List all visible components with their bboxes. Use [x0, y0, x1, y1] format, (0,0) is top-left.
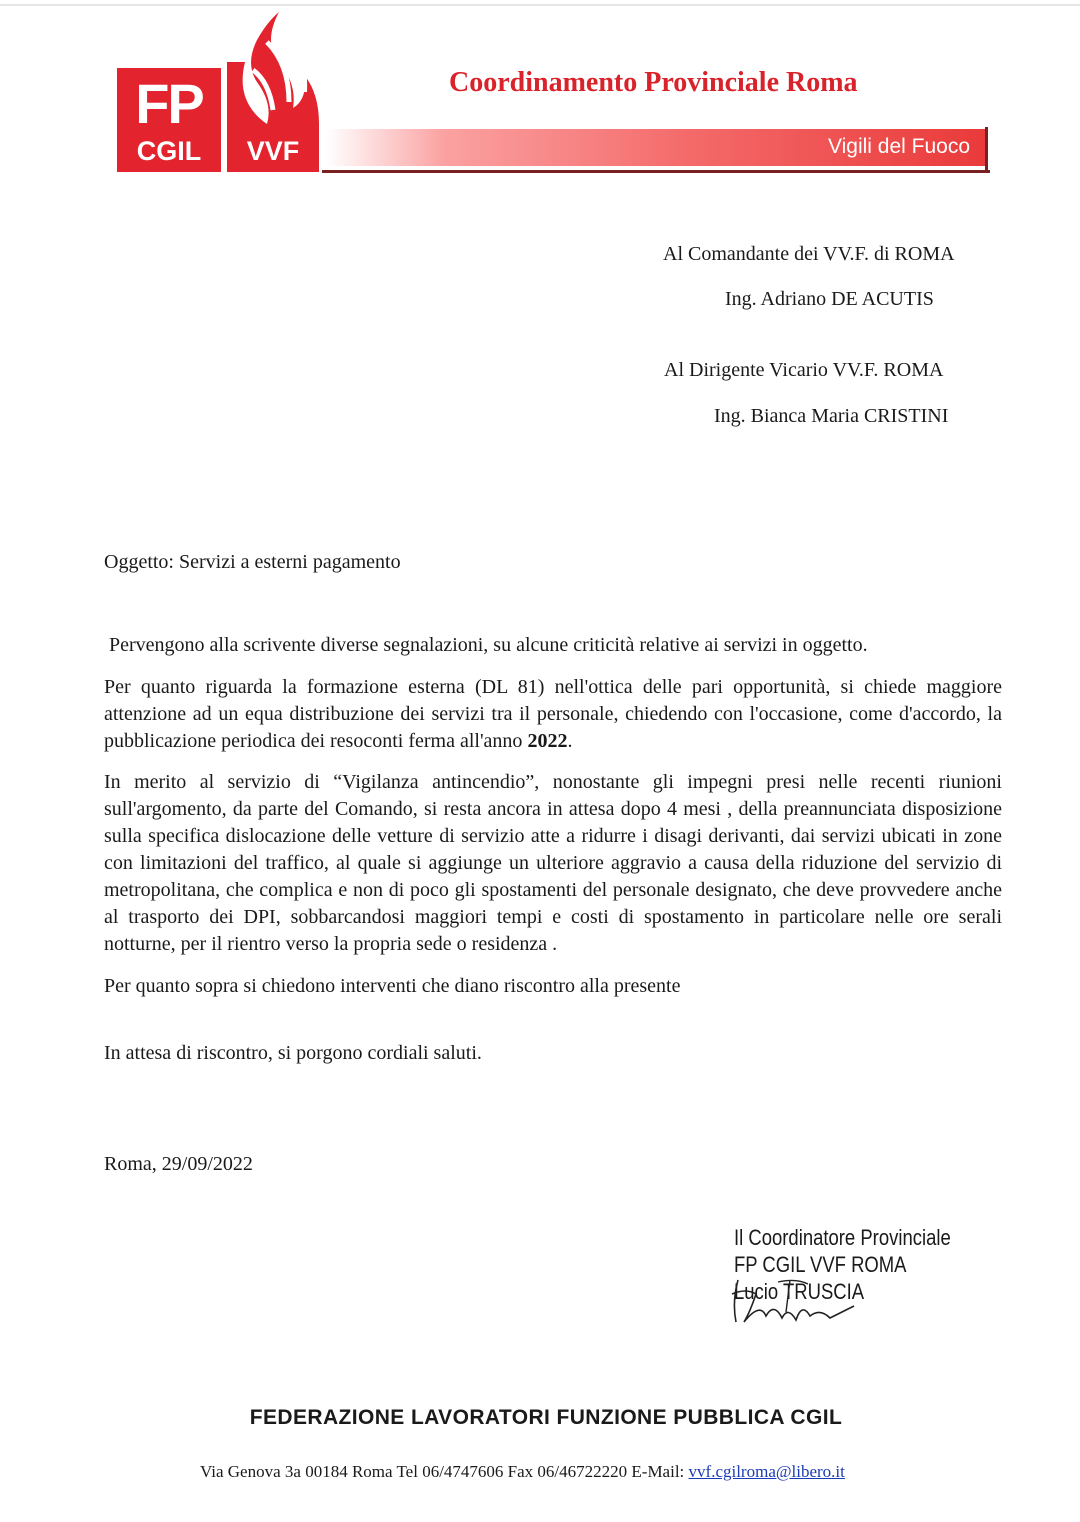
recipient-1-name: Ing. Adriano DE ACUTIS: [725, 288, 934, 310]
place-date: Roma, 29/09/2022: [104, 1153, 253, 1175]
fp-cgil-logo: [117, 68, 221, 172]
paragraph-1: Pervengono alla scrivente diverse segnalazioni, su alcune criticità relative ai servizi in oggetto.: [109, 634, 868, 656]
recipient-2-name: Ing. Bianca Maria CRISTINI: [714, 405, 949, 427]
header-subtitle: Vigili del Fuoco: [827, 135, 970, 158]
header-banner-underline: [322, 170, 990, 173]
logo-cgil-text: CGIL: [136, 136, 202, 166]
header-banner-edge: [985, 127, 988, 171]
signature-org: FP CGIL VVF ROMA: [734, 1252, 907, 1277]
paragraph-4: Per quanto sopra si chiedono interventi che diano riscontro alla presente: [104, 975, 681, 997]
signature-role: Il Coordinatore Provinciale: [734, 1225, 951, 1250]
logo-vvf-text: VVF: [246, 136, 300, 166]
paragraph-2-text: Per quanto riguarda la formazione esterna (DL 81) nell'ottica delle pari opportunità, si chiede maggiore attenzione ad un equa distribuzione dei servizi tra il personale, chiedendo con l'occasione, come d'accordo, la pubblicazione periodica dei resoconti ferma all'anno: [104, 676, 1002, 752]
footer-email-link[interactable]: vvf.cgilroma@libero.it: [688, 1462, 845, 1481]
logo-fp-text: FP: [135, 72, 203, 135]
footer-address-text: Via Genova 3a 00184 Roma Tel 06/4747606 Fax 06/46722220 E-Mail:: [200, 1462, 689, 1481]
recipient-2-title: Al Dirigente Vicario VV.F. ROMA: [664, 359, 944, 381]
vvf-flame-logo: [227, 12, 319, 172]
closing-line: In attesa di riscontro, si porgono cordiali saluti.: [104, 1042, 482, 1064]
top-border: [0, 4, 1080, 6]
header-title: Coordinamento Provinciale Roma: [449, 67, 858, 98]
footer-address: [200, 1461, 845, 1483]
paragraph-2: [104, 674, 1002, 755]
paragraph-2-year: 2022: [527, 730, 568, 752]
paragraph-3: In merito al servizio di “Vigilanza antincendio”, nonostante gli impegni presi nelle recenti riunioni sull'argomento, da parte del Comando, si resta ancora in attesa dopo 4 mesi , della preannunciata disposizione sulla specifica dislocazione delle vetture di servizio atte a ridurre i disagi derivanti, dai servizi ubicati in zone con limitazioni del traffico, al quale si aggiunge un ulteriore aggravio a causa della riduzione del servizio di metropolitana, che complica e non di poco gli spostamenti del personale designato, che deve provvedere anche al trasporto dei DPI, sobbarcandosi maggiori tempi e costi di spostamento in particolare nelle ore serali notturne, per il rientro verso la propria sede o residenza .: [104, 771, 1002, 955]
subject-line: Oggetto: Servizi a esterni pagamento: [104, 551, 401, 573]
signature-name: Lucio TRUSCIA: [734, 1279, 865, 1304]
handwritten-signature: [726, 1272, 866, 1332]
recipient-1-title: Al Comandante dei VV.F. di ROMA: [663, 243, 955, 265]
footer-title: FEDERAZIONE LAVORATORI FUNZIONE PUBBLICA CGIL: [249, 1406, 843, 1429]
paragraph-2-end: .: [567, 730, 573, 752]
